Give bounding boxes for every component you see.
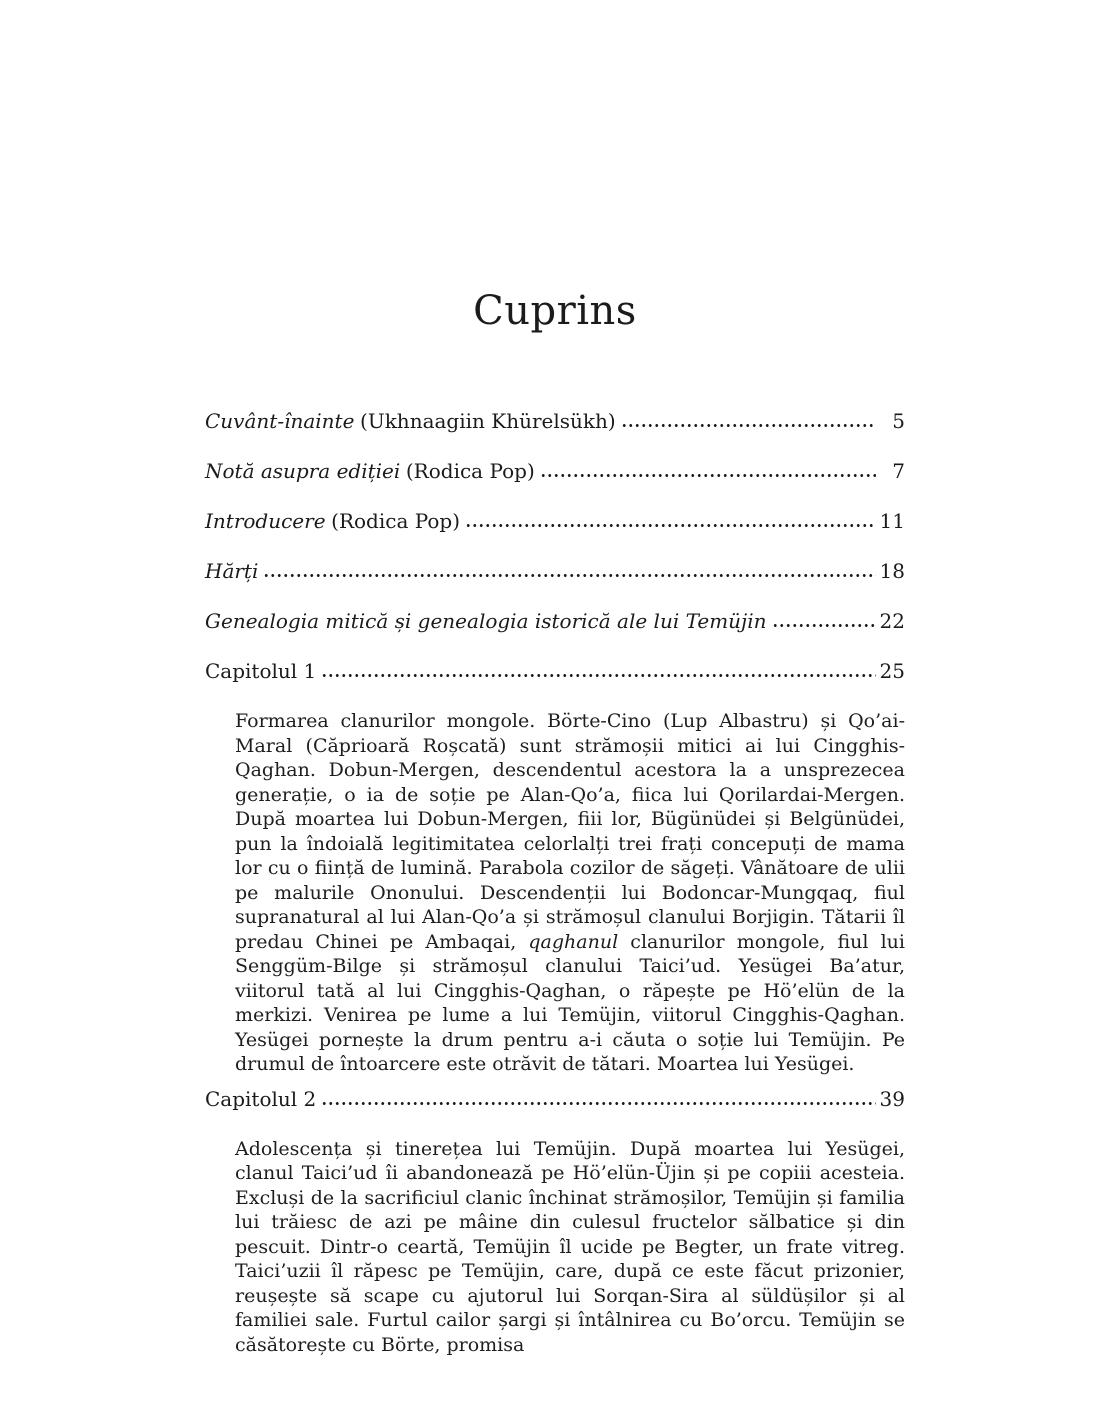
dot-leader (321, 1101, 876, 1106)
entry-author: (Rodica Pop) (405, 459, 535, 483)
entry-title: Hărți (205, 559, 259, 583)
entry-page-number: 25 (879, 659, 905, 683)
dot-leader (263, 573, 876, 578)
dot-leader (540, 473, 876, 478)
dot-leader (772, 623, 876, 628)
chapter-1-summary (235, 709, 905, 1077)
entry-title: Notă asupra ediției (205, 459, 401, 483)
page-title: Cuprins (473, 288, 637, 334)
summary-text: Formarea clanurilor mongole. Börte-Cino (Lup Albastru) și Qo’ai-Maral (Căprioară Roșcată) sunt strămoșii mitici ai lui Cingghis-Qaghan. Dobun-Mergen, descendentul acestora la a unsprezecea generație, o ia de soție pe Alan-Qo’a, fiica lui Qorilardai-Mergen. După moartea lui Dobun-Mergen, fiii lor, Bügünüdei și Belgünüdei, pun la îndoială legitimitatea celorlalți trei frați concepuți de mama lor cu o ființă de lumină. Parabola cozilor de săgeți. Vânătoare de ulii pe malurile Ononului. Descendenții lui Bodoncar-Mungqaq, fiul supranatural al lui Alan-Qo’a și strămoșul clanului Borjigin. Tătarii îl predau Chinei pe Ambaqai, (235, 710, 905, 953)
entry-author: (Rodica Pop) (331, 509, 461, 533)
summary-text: Adolescența și tinerețea lui Temüjin. După moartea lui Yesügei, clanul Taici’ud îi abandonează pe Hö’elün-Üjin și pe copiii acesteia. Excluși de la sacrificiul clanic închinat strămoșilor, Temüjin și familia lui trăiesc de azi pe mâine din culesul fructelor sălbatice și din pescuit. Dintr-o ceartă, Temüjin îl ucide pe Begter, un frate vitreg. Taici’uzii îl răpesc pe Temüjin, care, după ce este făcut prizonier, reușește să scape cu ajutorul lui Sorqan-Sira al süldüșilor și al familiei sale. Furtul cailor șargi și întâlnirea cu Bo’orcu. Temüjin se căsătorește cu Börte, promisa (235, 1137, 905, 1356)
chapter-label: Capitolul 1 (205, 659, 317, 683)
entry-page-number: 39 (879, 1086, 905, 1111)
dot-leader (465, 523, 876, 528)
entry-page-number: 18 (879, 559, 905, 583)
summary-italic-term: qaghanul (528, 930, 619, 953)
summary-text: clanurilor mongole, fiul lui Senggüm-Bilge și strămoșul clanului Taici’ud. Yesügei Ba’atur, viitorul tată al lui Cingghis-Qaghan, o răpește pe Hö’elün de la merkizi. Venirea pe lume a lui Temüjin, viitorul Cingghis-Qaghan. Yesügei pornește la drum pentru a-i căuta o soție lui Temüjin. Pe drumul de întoarcere este otrăvit de tătari. Moartea lui Yesügei. (235, 930, 905, 1075)
toc-entry-harti (205, 559, 905, 584)
toc-entry-capitolul-1 (205, 659, 905, 684)
entry-page-number: 7 (892, 459, 905, 483)
entry-author: (Ukhnaagiin Khürelsükh) (360, 409, 616, 433)
entry-page-number: 22 (879, 609, 905, 633)
entry-title: Genealogia mitică și genealogia istorică ale lui Temüjin (205, 609, 767, 633)
chapter-label: Capitolul 2 (205, 1086, 317, 1111)
entry-page-number: 5 (892, 409, 905, 433)
toc-entry-nota-asupra-editiei (205, 459, 905, 484)
entry-title: Introducere (205, 509, 326, 533)
toc-entry-introducere (205, 509, 905, 534)
chapter-2-summary (235, 1137, 905, 1358)
toc-entry-genealogia (205, 609, 905, 634)
entry-title: Cuvânt-înainte (205, 409, 355, 433)
toc-entry-cuvant-inainte (205, 409, 905, 434)
toc-entry-capitolul-2 (205, 1087, 905, 1112)
dot-leader (321, 673, 876, 678)
dot-leader (621, 423, 876, 428)
entry-page-number: 11 (879, 509, 905, 533)
toc-list (205, 409, 905, 1357)
